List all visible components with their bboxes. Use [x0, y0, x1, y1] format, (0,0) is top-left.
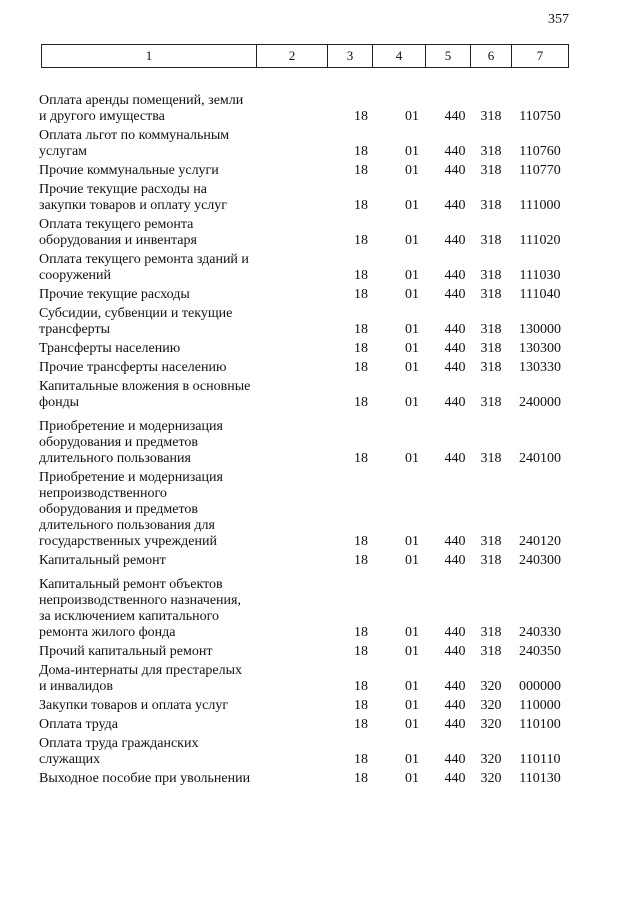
- row-name: Оплата льгот по коммунальным услугам: [39, 128, 230, 159]
- code-cell: 18: [354, 233, 368, 248]
- code-cell: 18: [354, 144, 368, 159]
- code-cell: 18: [354, 360, 368, 375]
- column-header: 5: [426, 45, 471, 68]
- code-cell: 01: [405, 322, 419, 337]
- code-cell: 440: [444, 679, 466, 694]
- table-row: [0, 470, 640, 550]
- code-cell: 318: [480, 322, 502, 337]
- code-cell: 440: [444, 360, 466, 375]
- row-name: Прочие текущие расходы: [39, 287, 190, 302]
- table-row: [0, 577, 640, 641]
- code-cell: 318: [480, 553, 502, 568]
- code-cell: 440: [444, 144, 466, 159]
- code-cell: 18: [354, 553, 368, 568]
- code-cell: 01: [405, 625, 419, 640]
- code-cell: 130330: [519, 360, 561, 375]
- code-cell: 111000: [519, 198, 561, 213]
- row-name: Оплата аренды помещений, земли и другого имущества: [39, 93, 244, 124]
- code-cell: 440: [444, 322, 466, 337]
- row-name: Прочие коммунальные услуги: [39, 163, 219, 178]
- code-cell: 320: [480, 752, 502, 767]
- code-cell: 440: [444, 341, 466, 356]
- code-cell: 320: [480, 698, 502, 713]
- row-name: Оплата труда гражданских служащих: [39, 736, 199, 767]
- code-cell: 01: [405, 360, 419, 375]
- column-header: 4: [373, 45, 426, 68]
- table-row: [0, 217, 640, 249]
- code-cell: 18: [354, 534, 368, 549]
- code-cell: 240000: [519, 395, 561, 410]
- row-name: Прочий капитальный ремонт: [39, 644, 213, 659]
- code-cell: 01: [405, 451, 419, 466]
- code-cell: 18: [354, 341, 368, 356]
- code-cell: 110130: [519, 771, 561, 786]
- table-row: [0, 663, 640, 695]
- table-row: [0, 306, 640, 338]
- row-name: Оплата текущего ремонта зданий и сооружений: [39, 252, 249, 283]
- column-header: 1: [42, 45, 257, 68]
- table-row: [0, 128, 640, 160]
- code-cell: 110750: [519, 109, 561, 124]
- code-cell: 240350: [519, 644, 561, 659]
- table-row: [0, 736, 640, 768]
- budget-rows: [0, 93, 640, 790]
- table-row: [0, 163, 640, 179]
- table-row: [0, 379, 640, 411]
- row-name: Прочие трансферты населению: [39, 360, 227, 375]
- code-cell: 318: [480, 625, 502, 640]
- code-cell: 240300: [519, 553, 561, 568]
- table-row: [0, 360, 640, 376]
- code-cell: 320: [480, 679, 502, 694]
- code-cell: 440: [444, 163, 466, 178]
- code-cell: 110760: [519, 144, 561, 159]
- code-cell: 318: [480, 268, 502, 283]
- code-cell: 440: [444, 752, 466, 767]
- code-cell: 110100: [519, 717, 561, 732]
- code-cell: 01: [405, 717, 419, 732]
- code-cell: 18: [354, 198, 368, 213]
- code-cell: 18: [354, 771, 368, 786]
- code-cell: 18: [354, 451, 368, 466]
- code-cell: 318: [480, 287, 502, 302]
- code-cell: 01: [405, 287, 419, 302]
- code-cell: 110770: [519, 163, 561, 178]
- code-cell: 318: [480, 534, 502, 549]
- code-cell: 01: [405, 341, 419, 356]
- code-cell: 440: [444, 198, 466, 213]
- row-name: Оплата текущего ремонта оборудования и инвентаря: [39, 217, 197, 248]
- code-cell: 01: [405, 163, 419, 178]
- code-cell: 318: [480, 360, 502, 375]
- code-cell: 110110: [519, 752, 561, 767]
- row-name: Прочие текущие расходы на закупки товаров и оплату услуг: [39, 182, 228, 213]
- row-name: Капитальные вложения в основные фонды: [39, 379, 251, 410]
- code-cell: 318: [480, 644, 502, 659]
- table-row: [0, 341, 640, 357]
- code-cell: 01: [405, 395, 419, 410]
- row-name: Приобретение и модернизация непроизводственного оборудования и предметов длительного пользования для государственных учреждений: [39, 470, 223, 549]
- row-name: Оплата труда: [39, 717, 119, 732]
- code-cell: 318: [480, 144, 502, 159]
- row-name: Дома-интернаты для престарелых и инвалидов: [39, 663, 243, 694]
- code-cell: 130300: [519, 341, 561, 356]
- code-cell: 320: [480, 717, 502, 732]
- table-row: [0, 698, 640, 714]
- code-cell: 18: [354, 752, 368, 767]
- code-cell: 320: [480, 771, 502, 786]
- code-cell: 01: [405, 268, 419, 283]
- code-cell: 18: [354, 109, 368, 124]
- row-name: Закупки товаров и оплата услуг: [39, 698, 229, 713]
- table-row: [0, 644, 640, 660]
- table-row: [0, 553, 640, 569]
- code-cell: 111030: [519, 268, 561, 283]
- code-cell: 18: [354, 625, 368, 640]
- code-cell: 01: [405, 698, 419, 713]
- code-cell: 01: [405, 198, 419, 213]
- code-cell: 440: [444, 698, 466, 713]
- column-header-table: [41, 44, 569, 68]
- page-number: 357: [548, 12, 569, 27]
- code-cell: 240120: [519, 534, 561, 549]
- code-cell: 18: [354, 644, 368, 659]
- code-cell: 440: [444, 451, 466, 466]
- code-cell: 240100: [519, 451, 561, 466]
- code-cell: 01: [405, 534, 419, 549]
- code-cell: 111020: [519, 233, 561, 248]
- code-cell: 440: [444, 553, 466, 568]
- code-cell: 440: [444, 395, 466, 410]
- table-row: [0, 287, 640, 303]
- code-cell: 01: [405, 771, 419, 786]
- column-header: 3: [328, 45, 373, 68]
- code-cell: 318: [480, 451, 502, 466]
- column-header: 2: [257, 45, 328, 68]
- code-cell: 318: [480, 163, 502, 178]
- column-header: 7: [512, 45, 569, 68]
- row-name: Субсидии, субвенции и текущие трансферты: [39, 306, 233, 337]
- code-cell: 440: [444, 534, 466, 549]
- code-cell: 18: [354, 287, 368, 302]
- code-cell: 318: [480, 109, 502, 124]
- row-name: Трансферты населению: [39, 341, 181, 356]
- code-cell: 01: [405, 752, 419, 767]
- code-cell: 440: [444, 287, 466, 302]
- code-cell: 18: [354, 163, 368, 178]
- code-cell: 111040: [519, 287, 561, 302]
- code-cell: 110000: [519, 698, 561, 713]
- code-cell: 318: [480, 198, 502, 213]
- code-cell: 01: [405, 644, 419, 659]
- code-cell: 01: [405, 553, 419, 568]
- row-name: Приобретение и модернизация оборудования и предметов длительного пользования: [39, 419, 223, 466]
- code-cell: 440: [444, 268, 466, 283]
- code-cell: 440: [444, 644, 466, 659]
- code-cell: 01: [405, 144, 419, 159]
- code-cell: 318: [480, 233, 502, 248]
- code-cell: 318: [480, 395, 502, 410]
- code-cell: 440: [444, 717, 466, 732]
- row-name: Выходное пособие при увольнении: [39, 771, 251, 786]
- code-cell: 440: [444, 771, 466, 786]
- code-cell: 18: [354, 322, 368, 337]
- code-cell: 130000: [519, 322, 561, 337]
- code-cell: 000000: [519, 679, 561, 694]
- code-cell: 440: [444, 625, 466, 640]
- table-row: [0, 419, 640, 467]
- table-row: [0, 717, 640, 733]
- code-cell: 01: [405, 109, 419, 124]
- code-cell: 18: [354, 395, 368, 410]
- code-cell: 18: [354, 268, 368, 283]
- table-row: [0, 93, 640, 125]
- code-cell: 18: [354, 698, 368, 713]
- table-row: [0, 252, 640, 284]
- code-cell: 01: [405, 679, 419, 694]
- code-cell: 318: [480, 341, 502, 356]
- table-row: [0, 182, 640, 214]
- code-cell: 18: [354, 717, 368, 732]
- table-row: [0, 771, 640, 787]
- row-name: Капитальный ремонт: [39, 553, 166, 568]
- code-cell: 240330: [519, 625, 561, 640]
- row-name: Капитальный ремонт объектов непроизводственного назначения, за исключением капитального ремонта жилого фонда: [39, 577, 241, 640]
- code-cell: 440: [444, 109, 466, 124]
- code-cell: 18: [354, 679, 368, 694]
- code-cell: 01: [405, 233, 419, 248]
- column-header: 6: [471, 45, 512, 68]
- code-cell: 440: [444, 233, 466, 248]
